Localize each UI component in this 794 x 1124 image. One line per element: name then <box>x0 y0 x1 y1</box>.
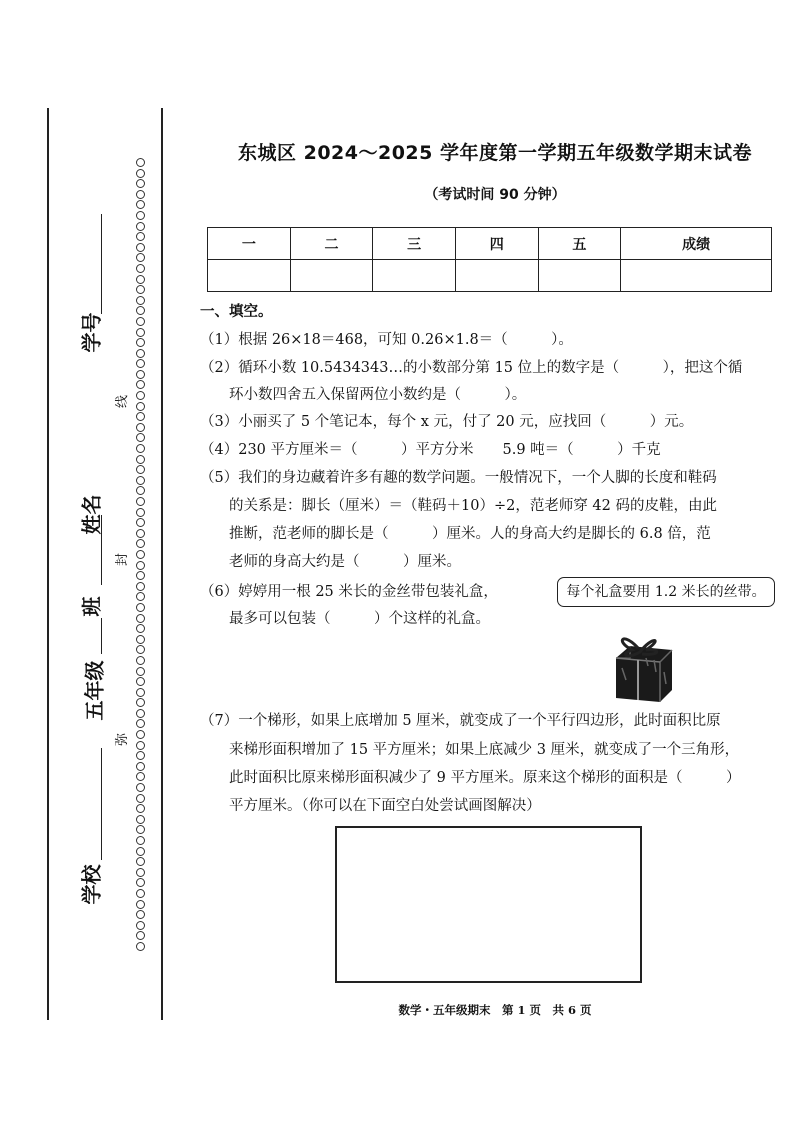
seal-dot <box>136 169 145 178</box>
question-7-line-4: 平方厘米。（你可以在下面空白处尝试画图解决） <box>200 798 541 814</box>
seal-mi: 弥 <box>115 732 131 747</box>
question-1: （1）根据 26×18＝468，可知 0.26×1.8＝（ ）。 <box>200 332 573 348</box>
question-6-line-2: 最多可以包装（ ）个这样的礼盒。 <box>200 611 490 627</box>
question-5-line-3: 推断，范老师的脚长是（ ）厘米。人的身高大约是脚长的 6.8 倍，范 <box>200 526 711 542</box>
seal-dot <box>136 211 145 220</box>
seal-dot <box>136 508 145 517</box>
seal-dot <box>136 402 145 411</box>
question-5-line-2: 的关系是：脚长（厘米）＝（鞋码＋10）÷2，范老师穿 42 码的皮鞋，由此 <box>200 498 717 514</box>
seal-dot <box>136 868 145 877</box>
seal-dot <box>136 931 145 940</box>
question-2-line-2: 环小数四舍五入保留两位小数约是（ ）。 <box>200 387 527 403</box>
seal-dot <box>136 730 145 739</box>
question-5-line-1: （5）我们的身边藏着许多有趣的数学问题。一般情况下，一个人脚的长度和鞋码 <box>200 470 717 486</box>
seal-dot <box>136 275 145 284</box>
class-label: 班 <box>79 596 104 617</box>
seal-dot <box>136 200 145 209</box>
seal-dot <box>136 836 145 845</box>
page-footer: 数学・五年级期末 第 1 页 共 6 页 <box>398 1003 592 1017</box>
seal-dot <box>136 582 145 591</box>
seal-dot <box>136 455 145 464</box>
seal-dot <box>136 762 145 771</box>
seal-dot <box>136 338 145 347</box>
seal-dot <box>136 561 145 570</box>
seal-dot <box>136 550 145 559</box>
school-field[interactable] <box>101 748 102 860</box>
question-5-line-4: 老师的身高大约是（ ）厘米。 <box>200 554 461 570</box>
seal-dot <box>136 751 145 760</box>
seal-dot <box>136 243 145 252</box>
seal-dot <box>136 698 145 707</box>
score-cell-4[interactable] <box>455 260 538 292</box>
seal-dot <box>136 412 145 421</box>
seal-dot <box>136 253 145 262</box>
seal-dot <box>136 688 145 697</box>
seal-dot <box>136 497 145 506</box>
score-col-3: 三 <box>373 228 456 260</box>
ribbon-callout: 每个礼盒要用 1.2 米长的丝带。 <box>557 577 775 607</box>
seal-dot <box>136 306 145 315</box>
seal-dot <box>136 857 145 866</box>
question-2-line-1: （2）循环小数 10.5434343…的小数部分第 15 位上的数字是（ ），把这个循 <box>200 360 743 376</box>
seal-dot <box>136 825 145 834</box>
seal-dotted-line <box>133 158 147 953</box>
score-col-2: 二 <box>290 228 373 260</box>
seal-dot <box>136 444 145 453</box>
seal-dot <box>136 900 145 909</box>
seal-dot <box>136 359 145 368</box>
score-cell-total[interactable] <box>621 260 772 292</box>
seal-dot <box>136 942 145 951</box>
question-7-line-2: 来梯形面积增加了 15 平方厘米；如果上底减少 3 厘米，就变成了一个三角形， <box>200 742 740 758</box>
seal-dot <box>136 794 145 803</box>
seal-dot <box>136 603 145 612</box>
seal-dot <box>136 486 145 495</box>
class-field[interactable] <box>101 618 102 654</box>
seal-dot <box>136 328 145 337</box>
seal-dot <box>136 264 145 273</box>
question-6-line-1: （6）婷婷用一根 25 米长的金丝带包装礼盒， <box>200 584 498 600</box>
seal-dot <box>136 317 145 326</box>
student-id-label: 学号 <box>79 312 104 353</box>
seal-dot <box>136 624 145 633</box>
seal-dot <box>136 719 145 728</box>
question-3: （3）小丽买了 5 个笔记本，每个 x 元，付了 20 元，应找回（ ）元。 <box>200 414 694 430</box>
score-col-1: 一 <box>208 228 291 260</box>
seal-dot <box>136 380 145 389</box>
exam-title: 东城区 2024～2025 学年度第一学期五年级数学期末试卷 <box>238 142 752 164</box>
score-col-4: 四 <box>455 228 538 260</box>
section-heading: 一、填空。 <box>200 304 273 320</box>
seal-dot <box>136 709 145 718</box>
seal-dot <box>136 847 145 856</box>
score-col-total: 成绩 <box>621 228 772 260</box>
score-cell-3[interactable] <box>373 260 456 292</box>
seal-dot <box>136 804 145 813</box>
seal-dot <box>136 391 145 400</box>
name-label: 姓名 <box>79 494 104 535</box>
seal-dot <box>136 158 145 167</box>
seal-dot <box>136 889 145 898</box>
seal-dot <box>136 677 145 686</box>
drawing-area[interactable] <box>335 826 642 983</box>
score-cell-2[interactable] <box>290 260 373 292</box>
student-id-field[interactable] <box>101 214 102 314</box>
score-col-5: 五 <box>538 228 621 260</box>
seal-dot <box>136 433 145 442</box>
score-table <box>207 227 772 292</box>
seal-dot <box>136 645 145 654</box>
seal-dot <box>136 232 145 241</box>
seal-dot <box>136 539 145 548</box>
gift-box-icon <box>602 632 682 704</box>
seal-dot <box>136 921 145 930</box>
seal-dot <box>136 910 145 919</box>
seal-dot <box>136 772 145 781</box>
seal-dot <box>136 529 145 538</box>
seal-dot <box>136 476 145 485</box>
seal-dot <box>136 518 145 527</box>
seal-dot <box>136 571 145 580</box>
seal-dot <box>136 349 145 358</box>
score-cell-1[interactable] <box>208 260 291 292</box>
seal-dot <box>136 815 145 824</box>
exam-duration: （考试时间 90 分钟） <box>424 187 566 203</box>
seal-dot <box>136 635 145 644</box>
grade-label: 五年级 <box>82 660 107 721</box>
seal-feng: 封 <box>115 552 131 567</box>
seal-dot <box>136 614 145 623</box>
question-7-line-3: 此时面积比原来梯形面积减少了 9 平方厘米。原来这个梯形的面积是（ ） <box>200 770 741 786</box>
seal-dot <box>136 878 145 887</box>
question-7-line-1: （7）一个梯形，如果上底增加 5 厘米，就变成了一个平行四边形，此时面积比原 <box>200 713 721 729</box>
seal-dot <box>136 465 145 474</box>
seal-dot <box>136 423 145 432</box>
seal-dot <box>136 296 145 305</box>
seal-dot <box>136 741 145 750</box>
seal-dot <box>136 370 145 379</box>
seal-dot <box>136 667 145 676</box>
seal-dot <box>136 179 145 188</box>
seal-dot <box>136 783 145 792</box>
seal-dot <box>136 656 145 665</box>
seal-dot <box>136 285 145 294</box>
question-4: （4）230 平方厘米＝（ ）平方分米 5.9 吨＝（ ）千克 <box>200 442 661 458</box>
seal-xian: 线 <box>115 394 131 409</box>
seal-dot <box>136 190 145 199</box>
seal-dot <box>136 592 145 601</box>
seal-dot <box>136 222 145 231</box>
score-cell-5[interactable] <box>538 260 621 292</box>
school-label: 学校 <box>79 864 104 905</box>
